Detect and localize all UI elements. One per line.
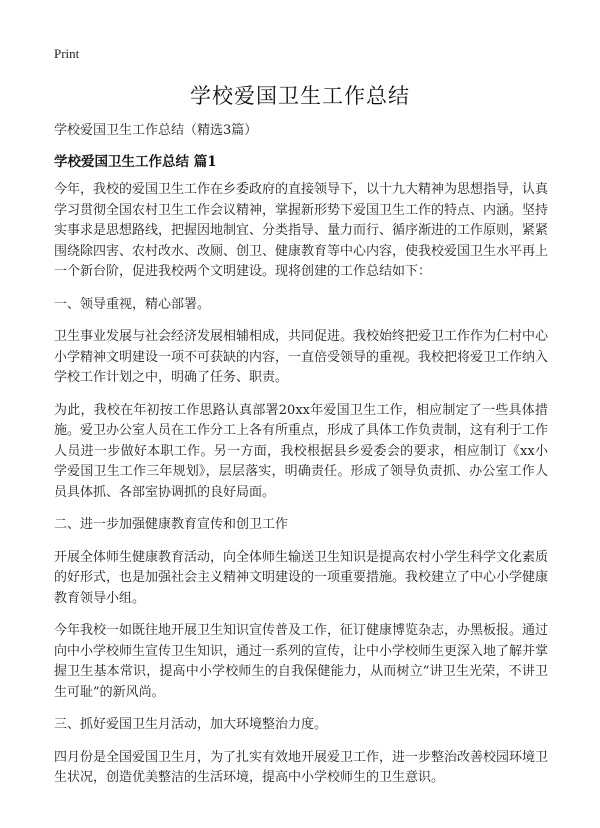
document-subtitle: 学校爱国卫生工作总结（精选3篇） <box>54 123 258 138</box>
paragraph-deployment: 为此，我校在年初按工作思路认真部署20xx年爱国卫生工作，相应制定了一些具体措施。爱卫办公室人员在工作分工上各有所重点，形成了具体工作负责制，这有利于工作人员进一步做好本职工作。另一方面，我校根据县乡爱委会的要求，相应制订《xx小学爱国卫生工作三年规划》，层层落实，明确责任。形成了领导负责抓、办公室工作人员具体抓、各部室协调抓的良好局面。 <box>54 402 549 500</box>
paragraph-health-education: 开展全体师生健康教育活动，向全体师生输送卫生知识是提高农村小学生科学文化素质的好形式，也是加强社会主义精神文明建设的一项重要措施。我校建立了中心小学健康教育领导小组。 <box>54 549 549 606</box>
paragraph-leadership: 卫生事业发展与社会经济发展相辅相成，共同促进。我校始终把爱卫工作作为仁村中心小学精神文明建设一项不可获缺的内容，一直倍受领导的重视。我校把将爱卫工作纳入学校工作计划之中，明确了任务、职责。 <box>54 329 549 385</box>
print-link[interactable]: Print <box>54 46 80 61</box>
paragraph-hygiene-month: 四月份是全国爱国卫生月，为了扎实有效地开展爱卫工作，进一步整治改善校园环境卫生状况，创造优美整洁的生活环境，提高中小学校师生的卫生意识。 <box>54 749 549 785</box>
section-heading-1: 一、领导重视，精心部署。 <box>54 296 211 312</box>
document-title: 学校爱国卫生工作总结 <box>190 84 410 108</box>
paragraph-intro: 今年，我校的爱国卫生工作在乡委政府的直接领导下，以十九大精神为思想指导，认真学习贯彻全国农村卫生工作会议精神，掌握新形势下爱国卫生工作的特点、内涵。坚持实事求是思想路线，把握因地制宜、分类指导、量力而行、循序渐进的工作原则，紧紧围绕除四害、农村改水、改厕、创卫、健康教育等中心内容，使我校爱国卫生水平再上一个新台阶，促进我校两个文明建设。现将创建的工作总结如下： <box>54 182 549 279</box>
section-title: 学校爱国卫生工作总结 篇1 <box>54 154 217 170</box>
paragraph-publicity: 今年我校一如既往地开展卫生知识宣传普及工作，征订健康博览杂志，办黑板报。通过向中小学校师生宣传卫生知识，通过一系列的宣传，让中小学校师生更深入地了解并掌握卫生基本常识，提高中小学校师生的自我保健能力，从而树立“讲卫生光荣，不讲卫生可耻”的新风尚。 <box>54 623 549 700</box>
document-body <box>54 121 548 801</box>
section-heading-3: 三、抓好爱国卫生月活动，加大环境整治力度。 <box>54 717 328 732</box>
section-heading-2: 二、进一步加强健康教育宣传和创卫工作 <box>54 517 289 532</box>
